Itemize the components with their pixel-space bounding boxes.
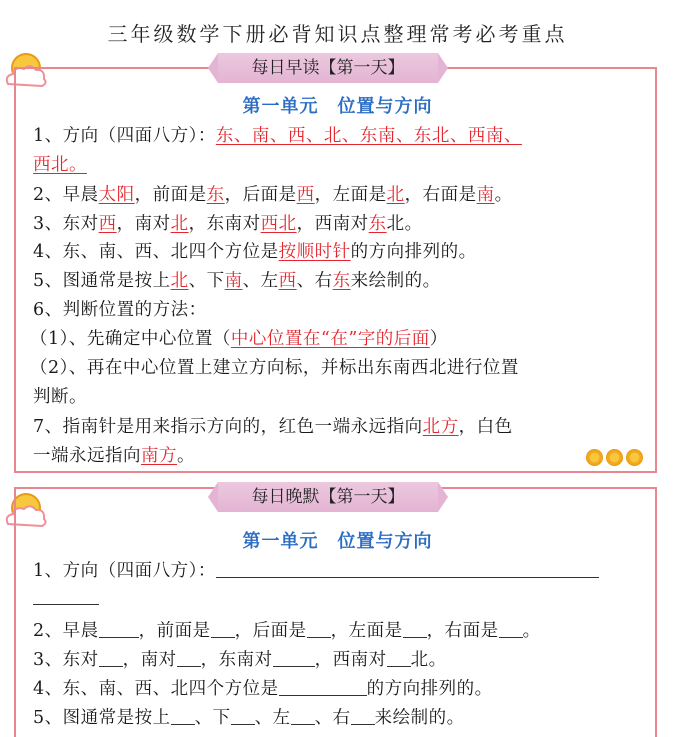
answer-blank[interactable] [291, 706, 315, 725]
morning-line-6-2: （2）、再在中心位置上建立方向标，并标出东南西北进行位置 [30, 358, 519, 378]
evening-line-4: 4、东、南、西、北四个方位是 的方向排列的。 [33, 679, 493, 699]
morning-line-7b: 一端永远指向南方。 [33, 446, 195, 466]
morning-line-1b: 西北。 [33, 155, 87, 175]
answer-blank[interactable] [387, 648, 411, 667]
answer-blank[interactable] [171, 706, 195, 725]
morning-line-6: 6、判断位置的方法： [33, 300, 207, 320]
morning-line-6-1: （1）、先确定中心位置（中心位置在“在”字的后面） [30, 329, 448, 349]
morning-line-6-2b: 判断。 [33, 387, 87, 407]
page-title: 三年级数学下册必背知识点整理常考必考重点 [107, 22, 568, 46]
answer-blank[interactable] [33, 586, 99, 605]
answer-blank[interactable] [351, 706, 375, 725]
answer-blank[interactable] [211, 619, 235, 638]
morning-ribbon: 每日早读【第一天】 [218, 53, 438, 83]
answer-blank[interactable] [231, 706, 255, 725]
answer-blank[interactable] [273, 648, 315, 667]
answer-blank[interactable] [216, 559, 599, 578]
morning-line-3: 3、东对西，南对北，东南对西北，西南对东北。 [33, 214, 423, 234]
evening-ribbon: 每日晚默【第一天】 [218, 482, 438, 512]
evening-line-2: 2、早晨 ，前面是 ，后面是 ，左面是 ，右面是 。 [33, 621, 541, 641]
answer-blank[interactable] [307, 619, 331, 638]
morning-line-5: 5、图通常是按上北、下南、左西、右东来绘制的。 [33, 271, 441, 291]
answer-blank[interactable] [499, 619, 523, 638]
unit-heading: 第一单元 位置与方向 [242, 96, 433, 117]
morning-line-2: 2、早晨太阳，前面是东，后面是西，左面是北，右面是南。 [33, 185, 513, 205]
answer-blank[interactable] [403, 619, 427, 638]
answer-blank[interactable] [279, 677, 367, 696]
answer-blank[interactable] [177, 648, 201, 667]
unit-heading: 第一单元 位置与方向 [242, 531, 433, 552]
flower-dots-icon [586, 449, 646, 470]
evening-line-1: 1、方向（四面八方）： [33, 557, 599, 582]
evening-line-1b [33, 586, 99, 608]
answer-blank[interactable] [99, 648, 123, 667]
evening-line-3: 3、东对 ，南对 ，东南对 ，西南对 北。 [33, 650, 447, 670]
answer-blank[interactable] [99, 619, 139, 638]
morning-line-1: 1、方向（四面八方）：东、南、西、北、东南、东北、西南、 [33, 126, 522, 146]
morning-line-7: 7、指南针是用来指示方向的，红色一端永远指向北方，白色 [33, 417, 513, 437]
evening-line-5: 5、图通常是按上 、下 、左 、右 来绘制的。 [33, 708, 465, 728]
morning-line-4: 4、东、南、西、北四个方位是按顺时针的方向排列的。 [33, 242, 477, 262]
